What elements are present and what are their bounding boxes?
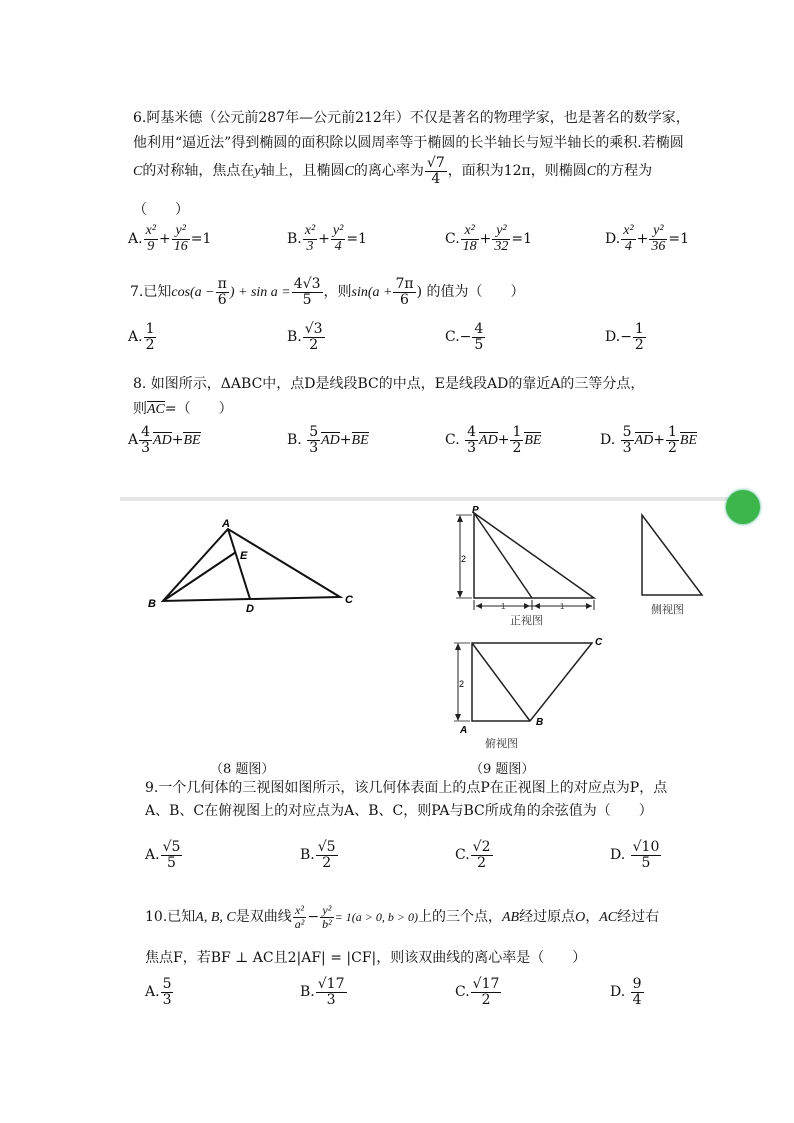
q10-option-c[interactable]: C. $\frac{√17}{2}$ (455, 976, 500, 1008)
front-view-label: 正视图 (510, 615, 543, 627)
eccentricity-fraction: $\frac{√7}{4}$ (426, 154, 445, 187)
figure-8-triangle (140, 515, 370, 620)
section-divider (120, 497, 748, 501)
q10-option-d[interactable]: D. $\frac{9}{4}$ (610, 976, 642, 1008)
q9-option-c[interactable]: C. $\frac{√2}{2}$ (455, 839, 491, 871)
q6-option-c[interactable]: C. $\frac{\text{x²}}{18}$ + $\frac{\text{y²}}{32}$ =1 (445, 223, 533, 254)
top-label-c: C (595, 637, 603, 648)
q6-option-b[interactable]: B. $\frac{\text{x²}}{3}$ + $\frac{\text{y²}}{4}$ =1 (287, 223, 367, 254)
front-dim-1b: 1 (560, 602, 565, 611)
side-view-label: 侧视图 (651, 604, 684, 616)
q9-line1: 9.一个几何体的三视图如图所示，该几何体表面上的点P在正视图上的对应点为P，点 (145, 780, 668, 796)
fig8-label-a: A (222, 518, 230, 530)
q9-option-b[interactable]: B. $\frac{√5}{2}$ (300, 839, 336, 871)
fig8-caption: （8 题图） (210, 762, 275, 777)
q6-line3: C的对称轴，焦点在y轴上，且椭圆C的离心率为 $\frac{√7}{4}$ ，面积为12π，则椭圆C的方程为 (133, 154, 653, 187)
fig8-label-d: D (246, 603, 254, 615)
fig9-caption: （9 题图） (470, 762, 535, 777)
top-dim-2: 2 (459, 679, 465, 689)
q8-option-c[interactable]: C. $\frac{4}{3}$ AD+ $\frac{1}{2}$ BE (445, 424, 542, 456)
top-view (454, 637, 603, 750)
q8-line1: 8. 如图所示，ΔABC中，点D是线段BC的中点，E是线段AD的靠近A的三等分点， (133, 376, 645, 392)
top-label-b: B (536, 717, 544, 728)
q7-option-a[interactable]: A. $\frac{1}{2}$ (128, 321, 155, 353)
q10-option-b[interactable]: B. $\frac{√17}{3}$ (300, 976, 345, 1008)
front-dim-2: 2 (461, 554, 467, 564)
q9-option-d[interactable]: D. $\frac{√10}{5}$ (610, 839, 660, 871)
fig8-label-e: E (240, 550, 248, 562)
q10-option-a[interactable]: A. $\frac{5}{3}$ (145, 976, 172, 1008)
side-view (642, 515, 702, 616)
front-view (456, 505, 594, 627)
q7-option-b[interactable]: B. $\frac{√3}{2}$ (287, 321, 323, 353)
q7-option-c[interactable]: C.− $\frac{4}{5}$ (445, 321, 484, 353)
top-label-a: A (460, 725, 468, 736)
fig8-label-c: C (345, 594, 353, 606)
fig8-label-b: B (148, 598, 156, 610)
q10-line1: 10.已知A, B, C是双曲线 $\frac{\text{x²}}{\text{a²}}$ − $\frac{\text{y²}}{\text{b²}}$ = 1(a > 0, b > 0)上的三个点，AB经过原点O，AC经过右 (145, 902, 660, 931)
q8-line2: 则AC=（ ） (133, 401, 233, 417)
q6-answer-paren: （ ） (133, 202, 189, 218)
q6-line1: 6.阿基米德（公元前287年—公元前212年）不仅是著名的物理学家，也是著名的数学家， (133, 110, 690, 126)
q6-option-a[interactable]: A. $\frac{\text{x²}}{9}$ + $\frac{\text{y²}}{16}$ =1 (128, 223, 212, 254)
front-dim-1a: 1 (501, 602, 506, 611)
figure-9-three-views (448, 503, 708, 753)
q7-option-d[interactable]: D.− $\frac{1}{2}$ (605, 321, 644, 353)
q6-option-d[interactable]: D. $\frac{\text{x²}}{4}$ + $\frac{\text{y²}}{36}$ =1 (605, 223, 689, 254)
q9-line2: A、B、C在俯视图上的对应点为A、B、C，则PA与BC所成角的余弦值为（ ） (145, 803, 653, 819)
green-circle-icon (726, 490, 760, 524)
q8-option-a[interactable]: A $\frac{4}{3}$ AD+BE (128, 424, 201, 456)
q6-line2: 他利用“逼近法”得到椭圆的面积除以圆周率等于椭圆的长半轴长与短半轴长的乘积.若椭圆 (133, 135, 684, 151)
top-view-label: 俯视图 (485, 738, 518, 750)
q9-option-a[interactable]: A. $\frac{√5}{5}$ (145, 839, 181, 871)
front-label-p: P (472, 505, 479, 516)
q7-stem: 7.已知cos(a − $\frac{\pi}{6}$ ) + sin a = $\frac{4√3}{5}$ ，则sin(a + $\frac{7\pi}{6}$ ) 的值为（ ） (130, 275, 525, 308)
q10-line2: 焦点F，若BF ⊥ AC且2|AF| = |CF|，则该双曲线的离心率是（ ） (145, 950, 587, 966)
q8-option-b[interactable]: B. $\frac{5}{3}$ AD+BE (287, 424, 369, 456)
q8-option-d[interactable]: D. $\frac{5}{3}$ AD+ $\frac{1}{2}$ BE (600, 424, 697, 456)
